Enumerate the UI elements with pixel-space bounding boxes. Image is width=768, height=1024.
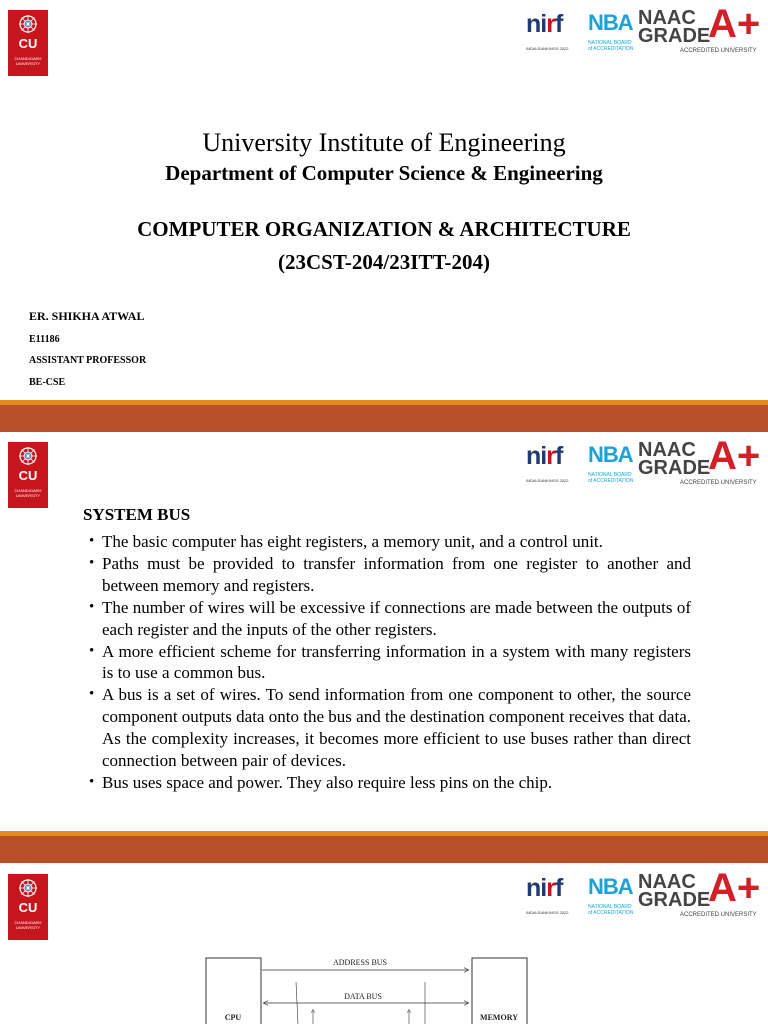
department-title: Department of Computer Science & Engineering [165,161,603,185]
cu-logo-text: CU [18,36,38,51]
bullet-icon: • [89,598,95,615]
accreditation-logos [524,2,764,58]
bullet-item: • The basic computer has eight registers, a memory unit, and a control unit. [89,532,603,551]
cu-logo-text: CU [18,900,38,915]
slide-separator-band [0,831,768,863]
nirf-logo: nirf INDIA RANKINGS 2022 [526,10,569,51]
program: BE-CSE [29,377,66,388]
nba-logo: NBA NATIONAL BOARD of ACCREDITATION [588,442,634,484]
memory-label: MEMORY [480,1013,518,1022]
course-code: (23CST-204/23ITT-204) [278,250,490,274]
nirf-logo: nirf INDIA RANKINGS 2022 [526,874,569,915]
address-bus-label: ADDRESS BUS [332,958,388,967]
employee-id: E11186 [29,334,60,345]
accreditation-logos [524,434,764,490]
naac-logo: NAAC GRADE A+ ACCREDITED UNIVERSITY [638,2,761,54]
cpu-label: CPU [224,1013,242,1022]
cu-logo-subtext: CHANDIGARH UNIVERSITY [14,56,42,66]
bullet-item: • Paths must be provided to transfer information from one register to another and between memory and registers. [89,553,691,595]
nba-logo: NBA NATIONAL BOARD of ACCREDITATION [588,10,634,52]
cu-emblem-icon [18,14,38,34]
cu-logo-text: CU [18,468,38,483]
bullet-icon: • [89,686,95,703]
cu-emblem-icon [18,446,38,466]
institute-title: University Institute of Engineering [202,128,566,157]
cu-logo-subtext: CHANDIGARH UNIVERSITY [14,920,42,930]
bullet-icon: • [89,554,95,571]
bullet-icon: • [89,533,95,549]
naac-logo: NAAC GRADE A+ ACCREDITED UNIVERSITY [638,434,761,486]
system-bus-slide [0,432,768,831]
bullet-list [89,531,691,794]
cu-logo-subtext: CHANDIGARH UNIVERSITY [14,488,42,498]
cu-logo [8,10,48,76]
slide-heading: SYSTEM BUS [83,505,191,524]
bullet-icon: • [89,773,95,790]
nirf-logo: nirf INDIA RANKINGS 2022 [526,442,569,483]
bullet-icon: • [89,642,95,659]
designation: ASSISTANT PROFESSOR [29,355,147,366]
bus-diagram-slide [0,864,768,1024]
naac-logo: NAAC GRADE A+ ACCREDITED UNIVERSITY [638,866,761,918]
title-slide [0,0,768,400]
bullet-item: • The number of wires will be excessive if connections are made between the outputs of each register and the inputs of the other registers. [89,597,691,639]
bullet-item: • Bus uses space and power. They also require less pins on the chip. [89,772,553,792]
nba-logo: NBA NATIONAL BOARD of ACCREDITATION [588,874,634,916]
course-title: COMPUTER ORGANIZATION & ARCHITECTURE [137,217,631,241]
data-bus-label: DATA BUS [344,992,382,1001]
bullet-item: • A bus is a set of wires. To send information from one component to other, the source component outputs data onto the bus and the destination component receives that data. As the complexity increases, it becomes more efficient to use buses rather than direct connection between pair of devices. [89,685,691,771]
cu-logo [8,442,48,508]
bullet-item: • A more efficient scheme for transferring information in a system with many registers is to use a common bus. [89,641,691,683]
system-bus-diagram [0,864,768,1024]
author-name: ER. SHIKHA ATWAL [29,309,145,323]
slide-separator-band [0,400,768,432]
